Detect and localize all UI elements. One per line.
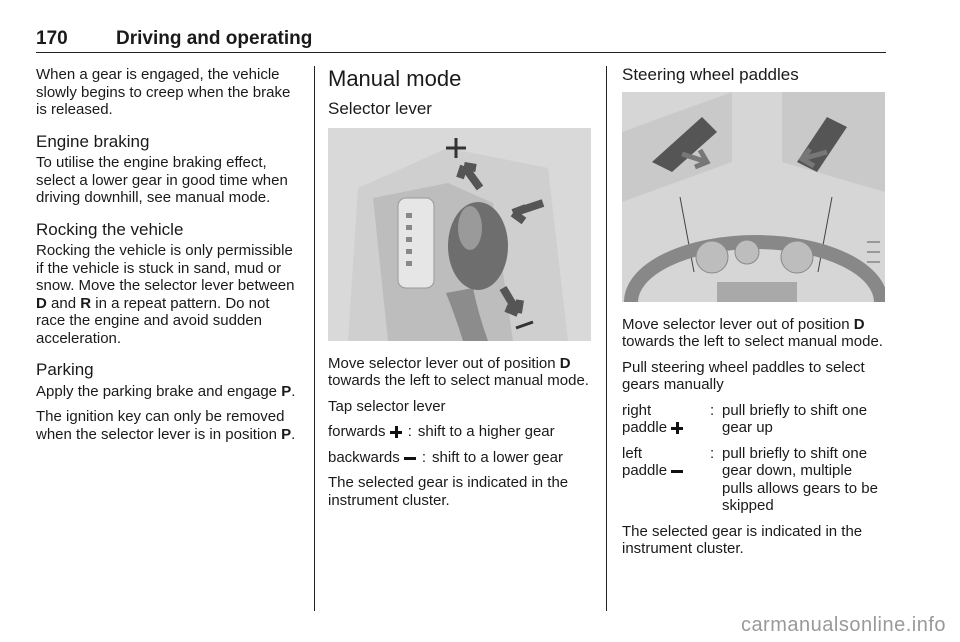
engine-braking-text: To utilise the engine braking effect, select a lower gear in good time when driving downhill, see manual mode. xyxy=(36,154,288,206)
column-1 xyxy=(36,66,302,451)
column-divider-1 xyxy=(314,66,315,611)
steering-paddles-heading: Steering wheel paddles xyxy=(622,65,799,84)
parking-text: Apply the parking brake and engage P. xyxy=(36,382,296,400)
rocking-text: Rocking the vehicle is only permissible if the vehicle is stuck in sand, mud or snow. Move the selector lever between D and R in a repeat pattern. Do not race the engine and avoid sudden acceleration. xyxy=(36,242,295,347)
selector-lever-figure xyxy=(328,128,591,341)
header-rule xyxy=(36,52,886,53)
paddles-closing-text: The selected gear is indicated in the instrument cluster. xyxy=(622,522,863,557)
right-paddle-row: right paddle : pull briefly to shift one gear up xyxy=(622,401,868,436)
selector-paragraph: Move selector lever out of position D towards the left to select manual mode. xyxy=(328,354,589,389)
manual-mode-heading: Manual mode xyxy=(328,66,462,91)
tap-selector-text: Tap selector lever xyxy=(328,397,446,415)
plus-icon xyxy=(390,426,402,438)
backwards-row: backwards : shift to a lower gear xyxy=(328,448,563,466)
plus-icon xyxy=(671,422,683,434)
engine-braking-heading: Engine braking xyxy=(36,131,150,151)
page-header xyxy=(36,28,886,54)
selector-lever-heading: Selector lever xyxy=(328,99,432,118)
parking-text-2: The ignition key can only be removed when the selector lever is in position P. xyxy=(36,408,296,443)
parking-heading: Parking xyxy=(36,360,94,379)
minus-icon xyxy=(404,452,416,464)
chapter-title: Driving and operating xyxy=(116,28,313,49)
selector-closing-text: The selected gear is indicated in the instrument cluster. xyxy=(328,474,569,509)
page-number: 170 xyxy=(36,28,68,49)
column-2 xyxy=(328,66,594,517)
left-paddle-row: left paddle : pull briefly to shift one gear down, multiple pulls allows gears to be skipped xyxy=(622,444,878,514)
rocking-heading: Rocking the vehicle xyxy=(36,219,184,239)
forwards-row: forwards : shift to a higher gear xyxy=(328,423,555,440)
paddles-paragraph-2: Pull steering wheel paddles to select gears manually xyxy=(622,358,865,393)
column-divider-2 xyxy=(606,66,607,611)
intro-paragraph: When a gear is engaged, the vehicle slowly begins to creep when the brake is released. xyxy=(36,66,291,118)
minus-icon xyxy=(671,465,683,477)
column-3 xyxy=(622,66,886,566)
paddles-paragraph-1: Move selector lever out of position D towards the left to select manual mode. xyxy=(622,315,883,350)
watermark: carmanualsonline.info xyxy=(740,614,946,636)
steering-paddles-figure xyxy=(622,92,885,302)
